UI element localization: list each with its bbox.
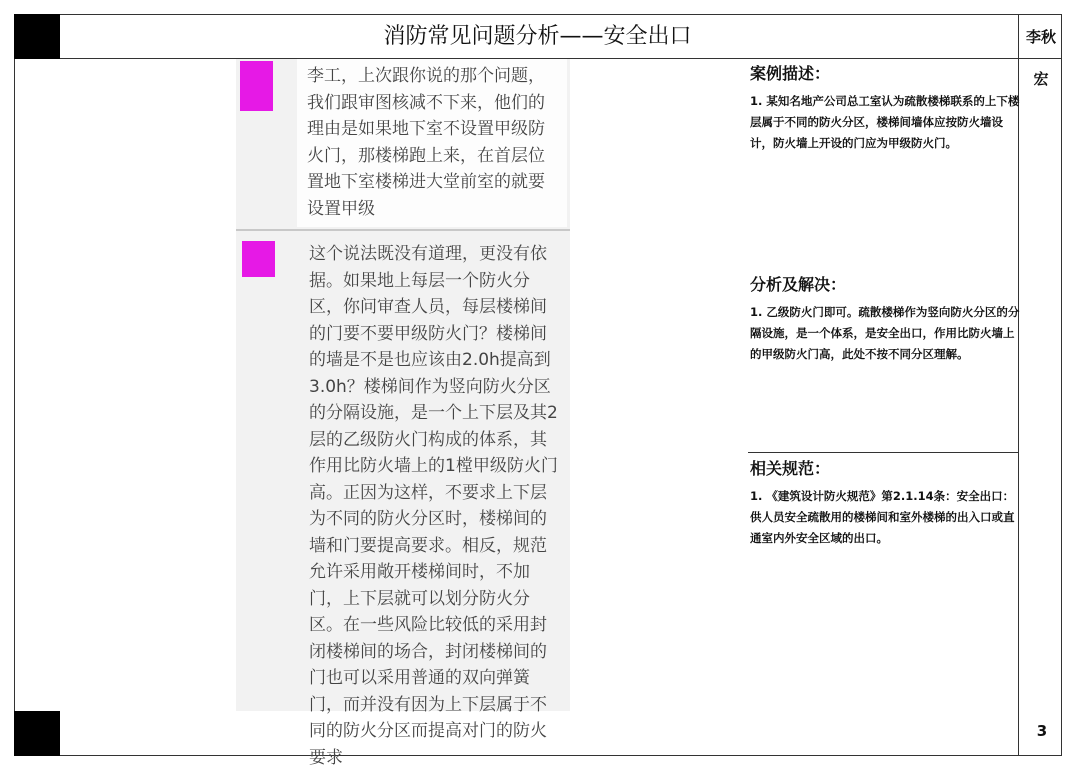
header-block-decoration (14, 14, 60, 59)
message-bubble: 这个说法既没有道理，更没有依据。如果地上每层一个防火分区，你问审查人员，每层楼梯间的门要不要甲级防火门？楼梯间的墙是不是也应该由2.0h提高到3.0h？楼梯间作为竖向防火分区的分隔设施，是一个上下层及其2层的乙级防火门构成的体系，其作用比防火墙上的1樘甲级防火门高。正因为这样，不要求上下层为不同的防火分区时，楼梯间的墙和门要提高要求。相反，规范允许采用敞开楼梯间时，不加门，上下层就可以划分防火分区。在一些风险比较低的采用封闭楼梯间的场合，封闭楼梯间的门也可以采用普通的双向弹簧门，而并没有因为上下层属于不同的防火分区而提高对门的防火要求 (309, 244, 558, 768)
footer-block-decoration (14, 711, 60, 756)
case-description-text: 1. 某知名地产公司总工室认为疏散楼梯联系的上下楼层属于不同的防火分区，楼梯间墙体应按防火墙设计，防火墙上开设的门应为甲级防火门。 (750, 94, 1020, 150)
case-description-section (750, 63, 1022, 154)
analysis-section (750, 274, 1022, 365)
analysis-divider (748, 452, 1018, 453)
related-code-text: 1. 《建筑设计防火规范》第2.1.14条：安全出口：供人员安全疏散用的楼梯间和室外楼梯的出入口或直通室内外安全区域的出口。 (750, 489, 1015, 545)
related-code-heading: 相关规范： (750, 459, 831, 478)
chat-screenshot (236, 59, 570, 768)
page-title: 消防常见问题分析——安全出口 (383, 24, 692, 49)
author-name: 李秋宏 (1025, 28, 1056, 88)
message-bubble: 李工，上次跟你说的那个问题，我们跟审图核减不下来，他们的理由是如果地下室不设置甲级防火门，那楼梯跑上来，在首层位置地下室楼梯进大堂前室的就要设置甲级 (297, 59, 567, 227)
user-avatar (240, 61, 273, 111)
case-description-heading: 案例描述： (750, 64, 831, 83)
analysis-text: 1. 乙级防火门即可。疏散楼梯作为竖向防火分区的分隔设施，是一个体系，是安全出口，作用比防火墙上的甲级防火门高，此处不按不同分区理解。 (750, 305, 1020, 361)
page-number: 3 (1036, 722, 1048, 740)
chat-message-separator (236, 229, 570, 231)
related-code-section (750, 458, 1022, 549)
user-avatar (242, 241, 275, 277)
analysis-heading: 分析及解决： (750, 275, 847, 294)
